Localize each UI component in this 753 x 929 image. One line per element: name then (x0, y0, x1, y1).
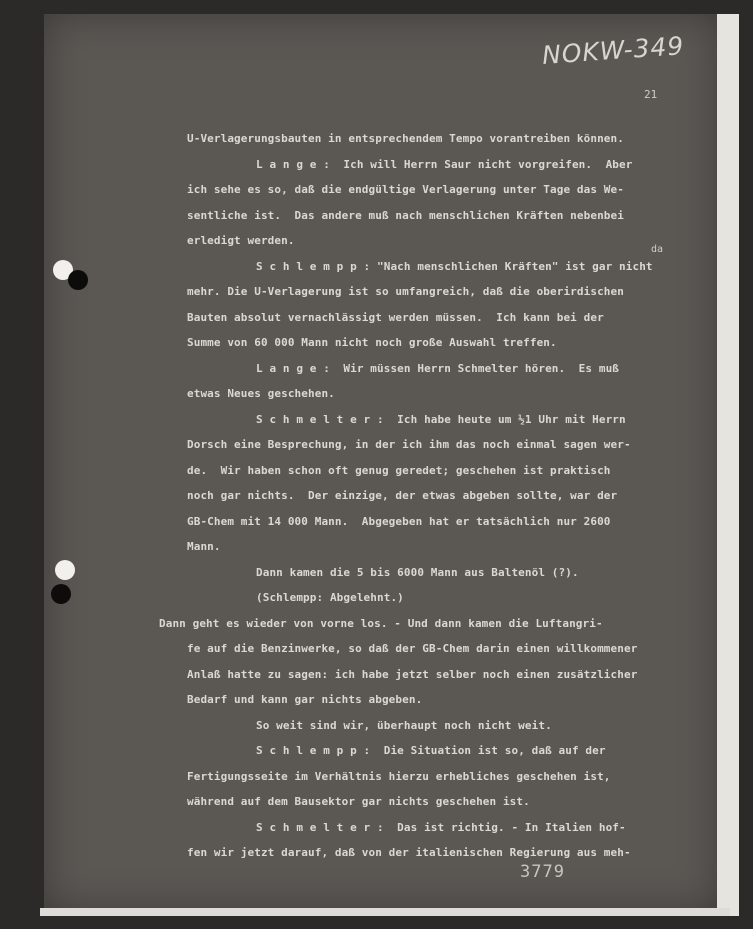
speaker-name: L a n g e : (256, 361, 330, 375)
text-line (187, 381, 687, 407)
line-text: mehr. Die U-Verlagerung ist so umfangreich, daß die oberirdischen (187, 285, 624, 298)
punch-hole-icon (68, 270, 88, 290)
text-line (187, 738, 687, 764)
text-line (187, 228, 687, 254)
line-text: de. Wir haben schon oft genug geredet; geschehen ist praktisch (187, 463, 611, 477)
stamp-number: 3779 (520, 862, 565, 882)
line-text: während auf dem Bausektor gar nichts geschehen ist. (187, 795, 530, 808)
paper-edge (717, 14, 739, 916)
text-line (187, 789, 687, 815)
text-line (187, 279, 687, 305)
text-line (187, 152, 687, 178)
text-line (187, 177, 687, 203)
typed-transcript (159, 126, 687, 866)
line-text: Wir müssen Herrn Schmelter hören. Es muß (329, 361, 620, 375)
line-text: "Nach menschlichen Kräften" ist gar nicht (370, 259, 653, 273)
line-text: Bauten absolut vernachlässigt werden müssen. Ich kann bei der (187, 310, 604, 324)
line-text: So weit sind wir, überhaupt noch nicht weit. (256, 718, 552, 732)
text-line (187, 636, 687, 662)
paper-edge-bottom (40, 908, 730, 916)
speaker-name: S c h l e m p p : (256, 744, 371, 757)
line-text: Anlaß hatte zu sagen: ich habe jetzt selber noch einen zusätzlicher (187, 667, 638, 681)
text-line (187, 662, 687, 688)
line-text: Das ist richtig. - In Italien hof- (383, 820, 626, 834)
text-line (187, 432, 687, 458)
line-text: Mann. (187, 540, 221, 553)
line-text: fen wir jetzt darauf, daß von der italienischen Regierung aus meh- (187, 846, 631, 859)
speaker-name: S c h m e l t e r : (256, 412, 384, 426)
line-text: Ich habe heute um ½1 Uhr mit Herrn (383, 412, 626, 426)
line-text: (Schlempp: Abgelehnt.) (256, 591, 404, 604)
text-line (187, 407, 687, 433)
page-number: 21 (644, 88, 658, 101)
text-line (187, 534, 687, 560)
line-text: fe auf die Benzinwerke, so daß der GB-Chem darin einen willkommener (187, 642, 638, 655)
punch-hole-icon (51, 584, 71, 604)
speaker-name: S c h m e l t e r : (256, 820, 384, 834)
text-line (187, 126, 687, 152)
line-text: Die Situation ist so, daß auf der (370, 744, 606, 757)
punch-hole-icon (55, 560, 75, 580)
line-text: sentliche ist. Das andere muß nach menschlichen Kräften nebenbei (187, 208, 624, 222)
line-text: Dorsch eine Besprechung, in der ich ihm das noch einmal sagen wer- (187, 438, 631, 451)
text-line (187, 458, 687, 484)
text-line (187, 815, 687, 841)
text-line (159, 611, 687, 637)
line-text: Fertigungsseite im Verhältnis hierzu erhebliches geschehen ist, (187, 769, 611, 783)
line-text: ich sehe es so, daß die endgültige Verlagerung unter Tage das We- (187, 183, 624, 196)
line-text: U-Verlagerungsbauten in entsprechendem Tempo vorantreiben können. (187, 132, 624, 145)
text-line (187, 483, 687, 509)
text-line (187, 764, 687, 790)
line-text: GB-Chem mit 14 000 Mann. Abgegeben hat er tatsächlich nur 2600 (187, 514, 611, 528)
speaker-name: L a n g e : (256, 157, 330, 171)
line-text: Ich will Herrn Saur nicht vorgreifen. Aber (329, 157, 633, 171)
archive-reference: NOKW-349 (541, 31, 686, 70)
text-line (187, 713, 687, 739)
text-line (187, 687, 687, 713)
speaker-name: S c h l e m p p : (256, 259, 371, 273)
line-text: Summe von 60 000 Mann nicht noch große Auswahl treffen. (187, 336, 557, 349)
text-line (187, 203, 687, 229)
line-text: etwas Neues geschehen. (187, 387, 335, 400)
margin-insert: da (651, 244, 664, 255)
line-text: noch gar nichts. Der einzige, der etwas abgeben sollte, war der (187, 489, 618, 502)
line-text: Dann kamen die 5 bis 6000 Mann aus Baltenöl (?). (256, 565, 579, 579)
text-line (187, 330, 687, 356)
text-line (187, 560, 687, 586)
text-line (187, 254, 687, 280)
line-text: Dann geht es wieder von vorne los. - Und dann kamen die Luftangri- (159, 616, 603, 630)
line-text: erledigt werden. (187, 234, 295, 247)
text-line (187, 840, 687, 866)
text-line (187, 305, 687, 331)
text-line (187, 356, 687, 382)
text-line (187, 509, 687, 535)
text-line (187, 585, 687, 611)
line-text: Bedarf und kann gar nichts abgeben. (187, 693, 423, 706)
